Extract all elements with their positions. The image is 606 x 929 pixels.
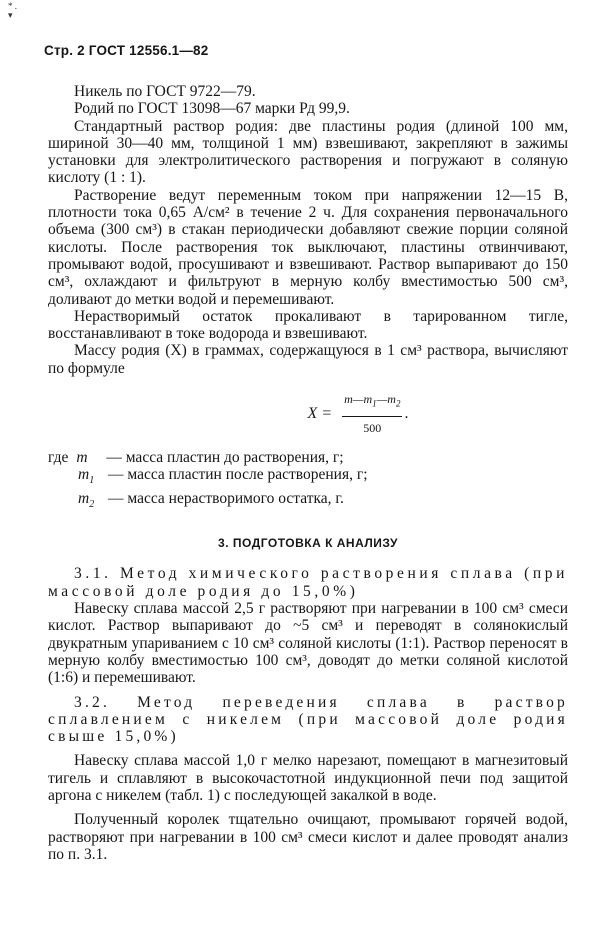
formula-end: . (404, 405, 409, 423)
legend-row-m2 (78, 490, 568, 513)
standard-solution-paragraph: Стандартный раствор родия: две пластины родия (длиной 100 мм, шириной 30—40 мм, толщиной 1 мм) взвешивают, закрепляют в зажимы установки для электролитического растворения и погружают в соляную кислоту (1 : 1). (48, 117, 568, 187)
legend-symbol-m1: $m_1$ (78, 466, 95, 487)
legend-row-m1 (78, 466, 568, 489)
rhodium-line: Родий по ГОСТ 13098—67 марки Рд 99,9. (74, 100, 350, 118)
section-3-1-body: Навеску сплава массой 2,5 г растворяют при нагревании в 100 см³ смеси кислот. Раствор выпаривают до ~5 см³ и переводят в солянокислый двукратным упариванием с 10 см³ соляной кислоты (1:1). Раствор переносят в мерную колбу вместимостью 100 см³, доводят до метки соляной кислотой (1:6) и перемешивают. (48, 600, 568, 687)
section-3-2-body-2: Полученный королек тщательно очищают, промывают горячей водой, растворяют при нагревании в 100 см³ смеси кислот и далее проводят анализ по п. 3.1. (48, 811, 568, 863)
section-3-2-title: 3.2. Метод переведения сплава в раствор сплавлением с никелем (при массовой доле родия свыше 15,0%) (48, 693, 568, 746)
mass-paragraph: Массу родия (X) в граммах, содержащуюся в 1 см³ раствора, вычисляют по формуле (48, 342, 568, 377)
legend-symbol-m: m (76, 449, 88, 467)
formula (148, 391, 568, 437)
legend-row-m (48, 449, 568, 466)
section-3-2-body-1: Навеску сплава массой 1,0 г мелко нарезают, помещают в магнезитовый тигель и сплавляют в высокочастотной индукционной печи под защитой аргона с никелем (табл. 1) с последующей закалкой в воде. (48, 752, 568, 804)
dissolution-paragraph: Растворение ведут переменным током при напряжении 12—15 В, плотности тока 0,65 А/см² в течение 2 ч. Для сохранения первоначального объема (300 см³) в стакан периодически добавляют свежие порции соляной кислоты. После растворения ток выключают, пластины отвинчивают, промывают водой, просушивают и взвешивают. Раствор выпаривают до 150 см³, охлаждают и фильтруют в мерную колбу вместимостью 500 см³, доливают до метки водой и перемешивают. (48, 186, 568, 308)
section-title: 3. ПОДГОТОВКА К АНАЛИЗУ (218, 536, 398, 551)
formula-legend (48, 449, 568, 513)
scan-marks: * . ▾ (8, 1, 17, 20)
legend-where: где (48, 449, 69, 467)
formula-numerator: $m—m_1—m_2$ (342, 391, 402, 417)
document-body (48, 83, 568, 863)
formula-denominator: 500 (363, 420, 382, 435)
nickel-line: Никель по ГОСТ 9722—79. (74, 83, 256, 100)
formula-lhs: X = (307, 405, 333, 423)
legend-symbol-m2: $m_2$ (78, 489, 95, 510)
formula-fraction (342, 391, 402, 437)
legend-desc-m2: — масса нерастворимого остатка, г. (108, 489, 344, 507)
legend-desc-m: — масса пластин до растворения, г; (106, 449, 344, 467)
section-3-1-title: 3.1. Метод химического растворения сплава (при массовой доле родия до 15,0%) (48, 565, 568, 600)
page-header: Стр. 2 ГОСТ 12556.1—82 (44, 43, 209, 58)
legend-desc-m1: — масса пластин после растворения, г; (108, 466, 368, 484)
residue-paragraph: Нерастворимый остаток прокаливают в тарированном тигле, восстанавливают в токе водорода и взвешивают. (48, 307, 568, 343)
